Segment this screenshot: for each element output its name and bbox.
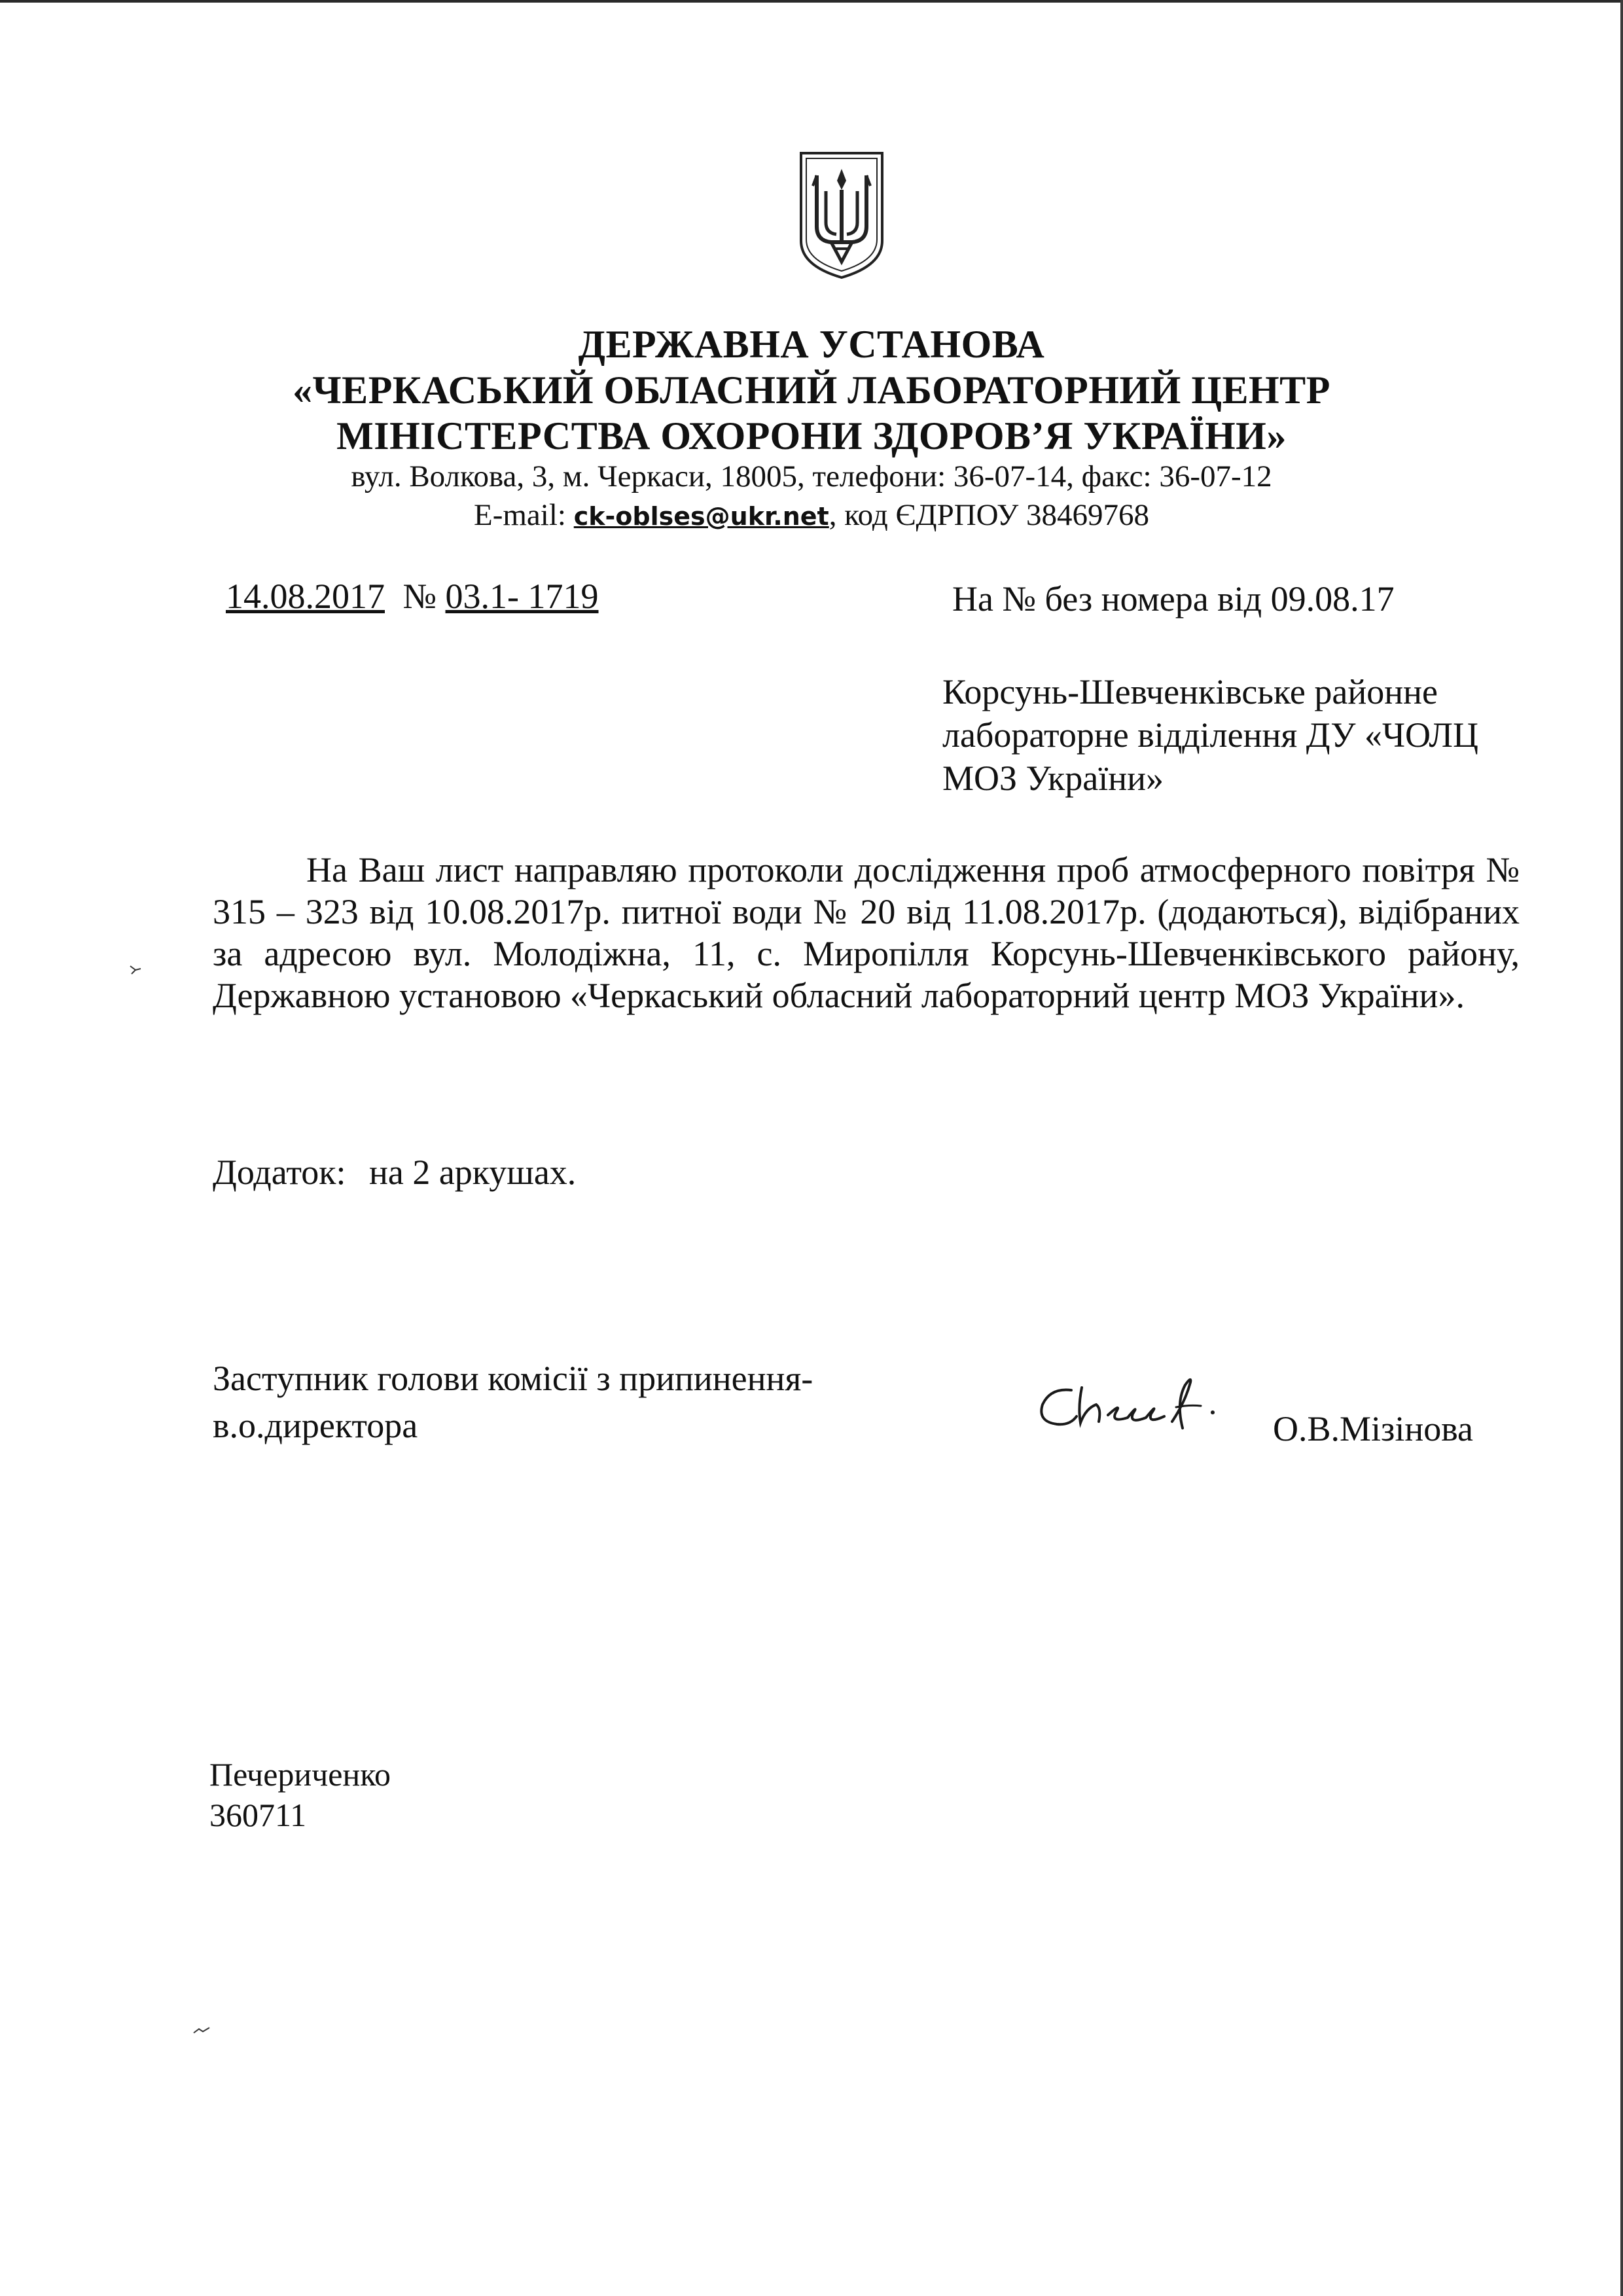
signatory-name: О.В.Мізінова [1273, 1409, 1474, 1448]
executor-name: Печериченко [209, 1756, 391, 1793]
number-sign: № [402, 577, 437, 616]
institution-ministry: МІНІСТЕРСТВА ОХОРОНИ ЗДОРОВ’Я УКРАЇНИ» [336, 414, 1287, 457]
handwritten-signature [1031, 1376, 1240, 1435]
coat-of-arms-icon [797, 149, 886, 280]
addressee-line: лабораторне відділення ДУ «ЧОЛЦ [942, 715, 1478, 755]
attachment-line [213, 1152, 576, 1193]
email-link[interactable]: ck-oblses@ukr.net [573, 502, 829, 531]
executor-block [209, 1754, 391, 1835]
institution-address: вул. Волкова, 3, м. Черкаси, 18005, телефони: 36-07-14, факс: 36-07-12 [351, 459, 1272, 493]
attachment-value: на 2 аркушах. [368, 1153, 577, 1192]
outgoing-number: 03.1- 1719 [445, 577, 599, 616]
executor-phone: 360711 [209, 1797, 307, 1833]
attachment-label: Додаток: [213, 1153, 346, 1192]
body-paragraph: На Ваш лист направляю протоколи дослідження проб атмосферного повітря № 315 – 323 від 10.08.2017р. питної води № 20 від 11.08.2017р. (додаються), відібраних за адресою вул. Молодіжна, 11, с. Миропілля Корсунь-Шевченківського району, Державною установою «Черкаський обласний лабораторний центр МОЗ України». [213, 850, 1520, 1015]
institution-name: «ЧЕРКАСЬКИЙ ОБЛАСНИЙ ЛАБОРАТОРНИЙ ЦЕНТР [293, 368, 1330, 412]
addressee-line: МОЗ України» [942, 759, 1164, 798]
institution-contacts [0, 497, 1623, 533]
addressee-line: Корсунь-Шевченківське районне [942, 672, 1438, 711]
outgoing-date: 14.08.2017 [226, 577, 385, 616]
email-label: E-mail: [474, 498, 574, 532]
scan-speck [191, 2024, 215, 2037]
reply-reference: На № без номера від 09.08.17 [952, 579, 1395, 619]
scan-border-top [0, 0, 1623, 3]
position-line: Заступник голови комісії з припинення- [213, 1359, 813, 1398]
outgoing-registration [226, 576, 599, 617]
letter-body [213, 849, 1520, 1016]
addressee-block [942, 670, 1478, 800]
signatory-position [213, 1355, 813, 1449]
position-line: в.о.директора [213, 1406, 418, 1445]
scan-speck [128, 962, 143, 978]
institution-title: ДЕРЖАВНА УСТАНОВА [578, 323, 1045, 366]
edrpou-code: , код ЄДРПОУ 38469768 [829, 498, 1149, 532]
